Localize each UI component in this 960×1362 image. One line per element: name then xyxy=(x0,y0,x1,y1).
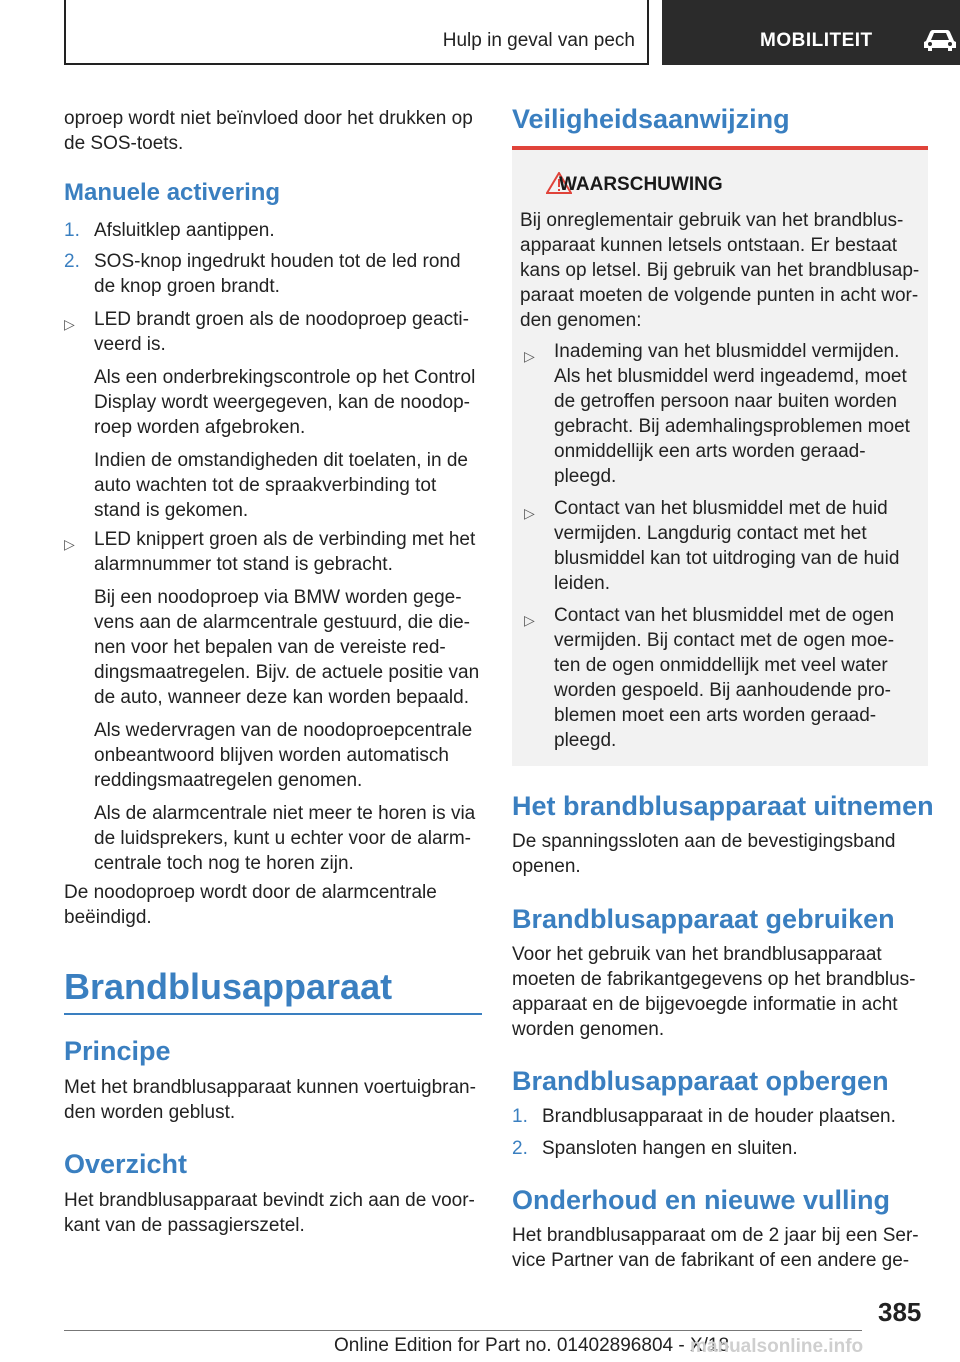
text-line: Als een onderbrekingscontrole op het Control xyxy=(94,367,476,388)
header-section-box xyxy=(64,0,649,65)
text-line: nen voor het bepalen van de vereiste red- xyxy=(94,637,446,658)
page-number: 385 xyxy=(878,1297,922,1327)
text-line: oproep wordt niet beïnvloed door het drukken op xyxy=(64,108,473,129)
step-number: 1. xyxy=(512,1106,528,1127)
text-line: vermijden. Bij contact met de ogen moe- xyxy=(554,630,895,651)
text-line: Voor het gebruik van het brandblusapparaat xyxy=(512,944,882,965)
text-line: worden genomen. xyxy=(512,1019,665,1040)
step-number: 2. xyxy=(64,251,80,272)
text-line: pleegd. xyxy=(554,466,617,487)
text-line: kant van de passagierszetel. xyxy=(64,1215,305,1236)
text-line: alarmnummer tot stand is gebracht. xyxy=(94,554,393,575)
header-chapter-box xyxy=(662,0,960,65)
triangle-right-icon: ▷ xyxy=(524,348,535,364)
step-number: 1. xyxy=(64,220,80,241)
result-item-2 xyxy=(64,527,482,876)
chapter-rule xyxy=(64,1013,482,1015)
text-line: leiden. xyxy=(554,573,610,594)
principe-paragraph xyxy=(64,1075,476,1125)
text-line: Bij een noodoproep via BMW worden gege- xyxy=(94,587,462,608)
triangle-right-icon: ▷ xyxy=(524,612,535,628)
text-line: reddingsmaatregelen genomen. xyxy=(94,770,363,791)
text-line: Als het blusmiddel werd ingeademd, moet xyxy=(554,366,907,387)
text-line: ten de ogen onmiddellijk met veel water xyxy=(554,655,888,676)
uitnemen-paragraph xyxy=(512,829,895,879)
text-line: onmiddellijk een arts worden geraad- xyxy=(554,441,866,462)
overzicht-heading: Overzicht xyxy=(64,1149,188,1179)
text-line: centrale toch nog te horen zijn. xyxy=(94,853,354,874)
step-text: Afsluitklep aantippen. xyxy=(94,220,275,241)
text-line: Contact van het blusmiddel met de huid xyxy=(554,498,888,519)
header-section-title: Hulp in geval van pech xyxy=(442,30,635,51)
text-line: gebracht. Bij ademhalingsproblemen moet xyxy=(554,416,910,437)
text-line: pleegd. xyxy=(554,730,617,751)
text-line: worden gespoeld. Bij aanhoudende pro- xyxy=(554,680,891,701)
text-line: den genomen: xyxy=(520,310,642,331)
principe-heading: Principe xyxy=(64,1036,171,1066)
watermark-text: manualsonline.info xyxy=(690,1336,864,1357)
gebruiken-heading: Brandblusapparaat gebruiken xyxy=(512,904,895,934)
triangle-right-icon: ▷ xyxy=(64,316,75,332)
text-line: Display wordt weergegeven, kan de noodop- xyxy=(94,392,471,413)
text-line: dingsmaatregelen. Bijv. de actuele positie van xyxy=(94,662,480,683)
onderhoud-heading: Onderhoud en nieuwe vulling xyxy=(512,1185,891,1215)
text-line: Het brandblusapparaat bevindt zich aan de voor- xyxy=(64,1190,475,1211)
text-line: moeten de fabrikantgegevens op het brandblus- xyxy=(512,969,916,990)
warning-item-3 xyxy=(524,603,924,753)
text-line: Bij onreglementair gebruik van het brandblus- xyxy=(520,210,904,231)
text-line: Als de alarmcentrale niet meer te horen is via xyxy=(94,803,476,824)
step-text: Spansloten hangen en sluiten. xyxy=(542,1138,798,1159)
opbergen-heading: Brandblusapparaat opbergen xyxy=(512,1066,889,1096)
text-line: beëindigd. xyxy=(64,907,152,928)
text-line: de auto, wanneer deze kan worden bepaald. xyxy=(94,687,469,708)
text-line: vermijden. Langdurig contact met het xyxy=(554,523,867,544)
warning-label: WAARSCHUWING xyxy=(559,174,723,195)
text-line: LED knippert groen als de verbinding met het xyxy=(94,529,476,550)
text-line: Indien de omstandigheden dit toelaten, in de xyxy=(94,450,468,471)
text-line: Inademing van het blusmiddel vermijden. xyxy=(554,341,900,362)
result-item-1 xyxy=(64,307,482,523)
text-line: onbeantwoord blijven worden automatisch xyxy=(94,745,449,766)
text-line: roep worden afgebroken. xyxy=(94,417,306,438)
text-line: De noodoproep wordt door de alarmcentrale xyxy=(64,882,437,903)
intro-paragraph xyxy=(64,106,473,156)
warning-item-1 xyxy=(524,339,924,489)
text-line: de getroffen persoon naar buiten worden xyxy=(554,391,897,412)
overzicht-paragraph xyxy=(64,1188,475,1238)
text-line: paraat moeten de volgende punten in acht wor- xyxy=(520,285,919,306)
step-number: 2. xyxy=(512,1138,528,1159)
triangle-right-icon: ▷ xyxy=(64,536,75,552)
warning-item-2 xyxy=(524,496,924,596)
text-line: auto wachten tot de spraakverbinding tot xyxy=(94,475,437,496)
text-line: apparaat en de bijgevoegde informatie in acht xyxy=(512,994,898,1015)
text-line: blusmiddel kan tot uitdroging van de huid xyxy=(554,548,900,569)
text-line: openen. xyxy=(512,856,581,877)
text-line: vens aan de alarmcentrale gestuurd, die die- xyxy=(94,612,471,633)
text-line: kans op letsel. Bij gebruik van het brandblusap- xyxy=(520,260,920,281)
gebruiken-paragraph xyxy=(512,942,916,1042)
manual-activation-heading: Manuele activering xyxy=(64,179,281,206)
step-2 xyxy=(64,249,482,299)
text-line: de luidsprekers, kunt u echter voor de alarm- xyxy=(94,828,472,849)
text-line: veerd is. xyxy=(94,334,166,355)
text-line: stand is gekomen. xyxy=(94,500,249,521)
text-line: de SOS-toets. xyxy=(64,133,184,154)
edition-text: Online Edition for Part no. 01402896804 - X/18 xyxy=(334,1335,730,1356)
step-text: SOS-knop ingedrukt houden tot de led rond xyxy=(94,251,461,272)
text-line: Als wedervragen van de noodoproepcentrale xyxy=(94,720,473,741)
uitnemen-heading: Het brandblusapparaat uitnemen xyxy=(512,791,934,821)
step-text: de knop groen brandt. xyxy=(94,276,280,297)
text-line: Het brandblusapparaat om de 2 jaar bij een Ser- xyxy=(512,1225,919,1246)
chapter-title: Brandblusapparaat xyxy=(64,966,393,1007)
triangle-right-icon: ▷ xyxy=(524,505,535,521)
text-line: vice Partner van de fabrikant of een andere ge- xyxy=(512,1250,910,1271)
header-chapter-title: MOBILITEIT xyxy=(760,30,873,51)
end-paragraph xyxy=(64,880,437,930)
safety-heading: Veiligheidsaanwijzing xyxy=(512,104,790,134)
car-icon xyxy=(920,27,960,53)
onderhoud-paragraph xyxy=(512,1223,919,1273)
text-line: apparaat kunnen letsels ontstaan. Er bestaat xyxy=(520,235,898,256)
text-line: blemen moet een arts worden geraad- xyxy=(554,705,877,726)
warning-paragraph xyxy=(520,208,924,333)
text-line: LED brandt groen als de noodoproep geacti- xyxy=(94,309,469,330)
text-line: Met het brandblusapparaat kunnen voertuigbran- xyxy=(64,1077,476,1098)
text-line: De spanningssloten aan de bevestigingsband xyxy=(512,831,896,852)
step-text: Brandblusapparaat in de houder plaatsen. xyxy=(542,1106,896,1127)
text-line: den worden geblust. xyxy=(64,1102,236,1123)
text-line: Contact van het blusmiddel met de ogen xyxy=(554,605,895,626)
footer-rule xyxy=(64,1330,862,1331)
